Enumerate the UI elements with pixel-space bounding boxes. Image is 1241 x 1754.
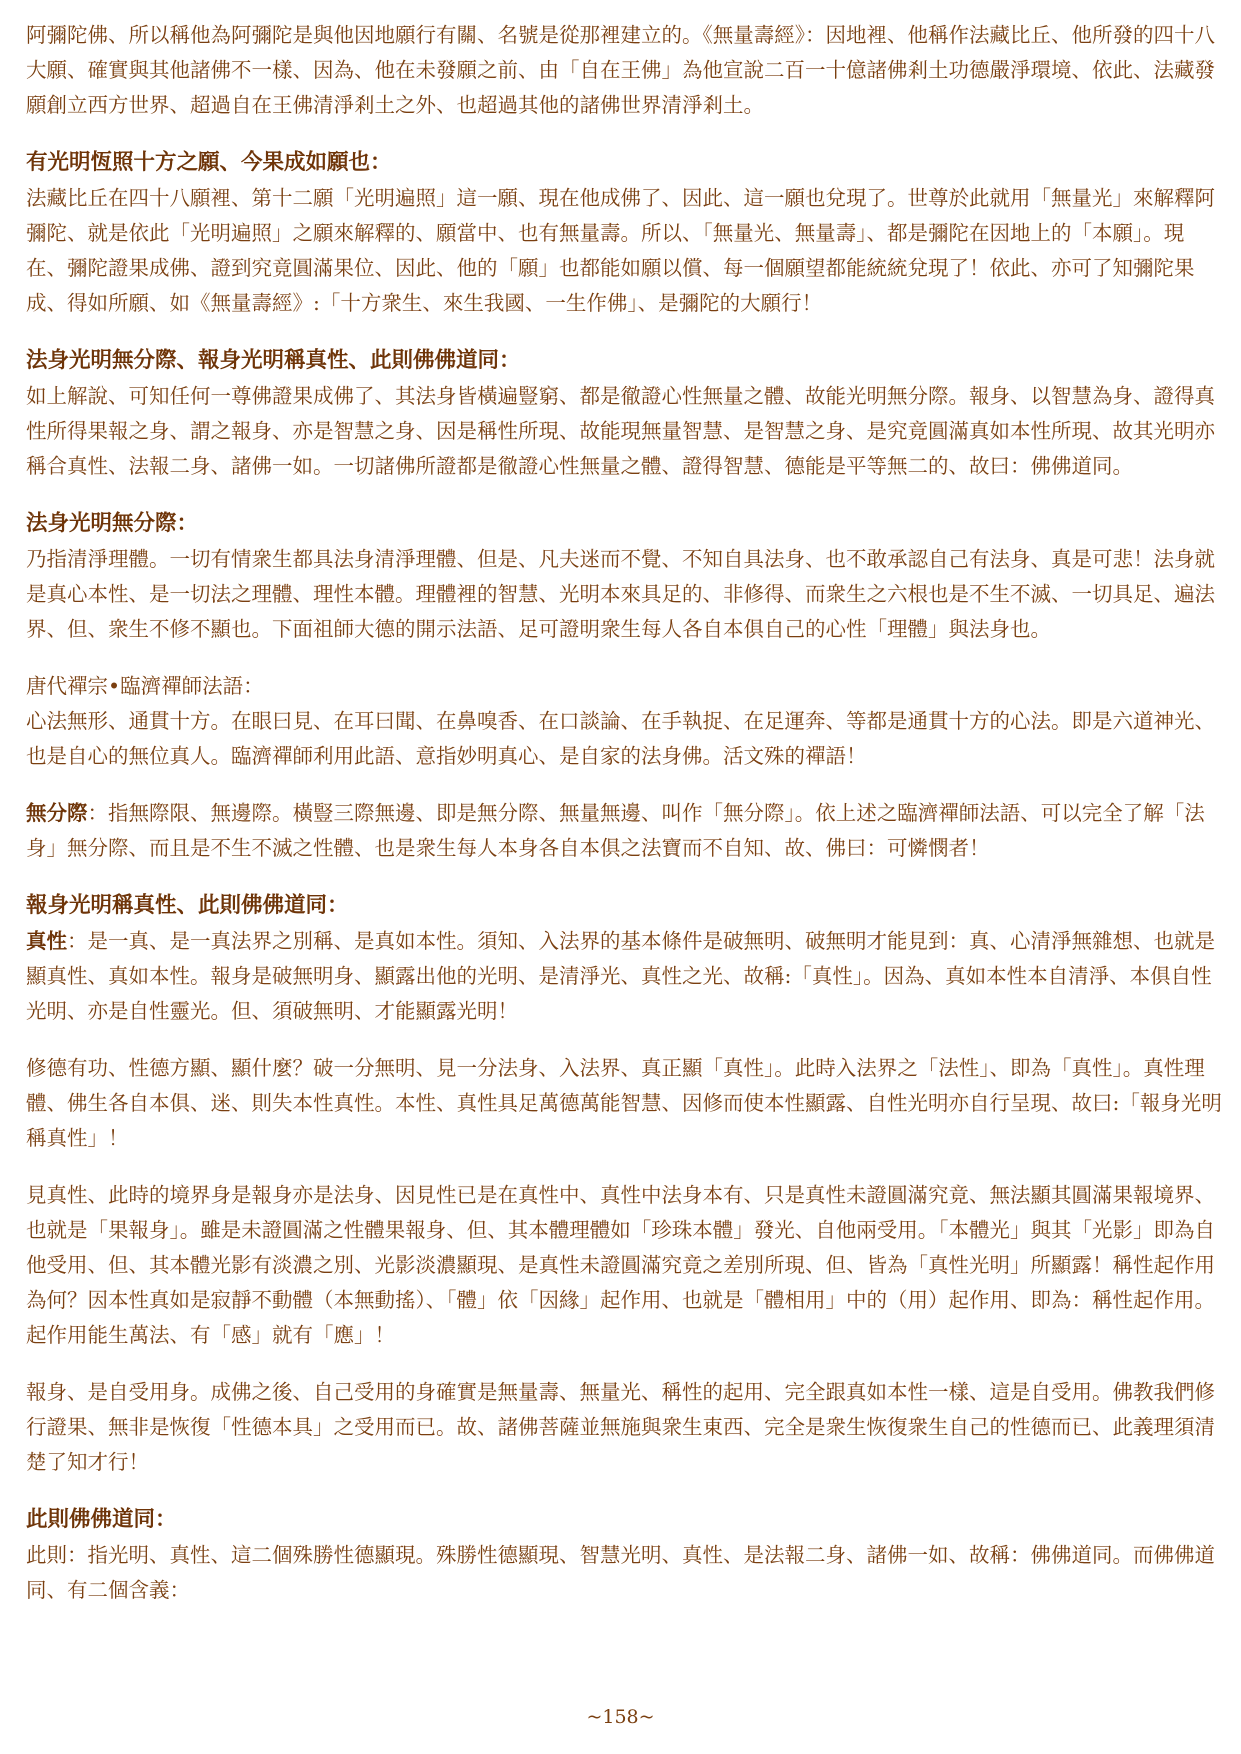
no-boundary-text: ：指無際限、無邊際。橫豎三際無邊、即是無分際、無量無邊、叫作「無分際」。依上述之臨濟禪師法語、可以完全了解「法身」無分際、而且是不生不滅之性體、也是衆生每人本身各自本俱之法寶而不自知、故、佛曰：可憐憫者！ [26, 801, 1205, 860]
no-boundary-definition [26, 796, 1222, 866]
self-enjoyment-paragraph: 報身、是自受用身。成佛之後、自己受用的身確實是無量壽、無量光、稱性的起用、完全跟真如本性一樣、這是自受用。佛教我們修行證果、無非是恢復「性德本具」之受用而已。故、諸佛菩薩並無施與衆生東西、完全是衆生恢復衆生自己的性德而已、此義理須清楚了知才行！ [26, 1380, 1215, 1474]
quote-body: 心法無形、通貫十方。在眼曰見、在耳曰聞、在鼻嗅香、在口談論、在手執捉、在足運奔、等都是通貫十方的心法。即是六道神光、也是自心的無位真人。臨濟禪師利用此語、意指妙明真心、是自家的法身佛。活文殊的禪語！ [26, 709, 1215, 768]
section-heading-same-path: 此則佛佛道同： [26, 1507, 177, 1532]
true-nature-definition [26, 924, 1222, 1029]
page-body [26, 18, 1222, 1608]
intro-paragraph: 阿彌陀佛、所以稱他為阿彌陀是與他因地願行有關、名號是從那裡建立的。《無量壽經》：因地裡、他稱作法藏比丘、他所發的四十八大願、確實與其他諸佛不一樣、因為、他在未發願之前、由「自在王佛」為他宣說二百一十億諸佛剎土功德嚴淨環境、依此、法藏發願創立西方世界、超過自在王佛清淨剎土之外、也超過其他的諸佛世界清淨剎土。 [26, 23, 1215, 117]
cultivation-paragraph: 修德有功、性德方顯、顯什麼？破一分無明、見一分法身、入法界、真正顯「真性」。此時入法界之「法性」、即為「真性」。真性理體、佛生各自本俱、迷、則失本性真性。本性、真性具足萬德萬能智慧、因修而使本性顯露、自性光明亦自行呈現、故曰:「報身光明稱真性」！ [26, 1056, 1222, 1150]
section-heading-dharma-reward: 法身光明無分際、報身光明稱真性、此則佛佛道同： [26, 348, 521, 373]
section-heading-sambhogakaya: 報身光明稱真性、此則佛佛道同： [26, 893, 349, 918]
term-no-boundary: 無分際 [26, 801, 88, 825]
section-heading-dharmakaya: 法身光明無分際： [26, 511, 199, 536]
page-number: ~158~ [586, 1706, 655, 1728]
dharmakaya-paragraph: 乃指清淨理體。一切有情衆生都具法身清淨理體、但是、凡夫迷而不覺、不知自具法身、也不敢承認自己有法身、真是可悲！法身就是真心本性、是一切法之理體、理性本體。理體裡的智慧、光明本來具足的、非修得、而衆生之六根也是不生不滅、一切具足、遍法界、但、衆生不修不顯也。下面祖師大德的開示法語、足可證明衆生每人各自本俱自己的心性「理體」與法身也。 [26, 547, 1215, 641]
term-true-nature: 真性 [26, 929, 67, 953]
dharma-reward-paragraph: 如上解說、可知任何一尊佛證果成佛了、其法身皆橫遍豎窮、都是徹證心性無量之體、故能光明無分際。報身、以智慧為身、證得真性所得果報之身、謂之報身、亦是智慧之身、因是稱性所現、故能現無量智慧、是智慧之身、是究竟圓滿真如本性所現、故其光明亦稱合真性、法報二身、諸佛一如。一切諸佛所證都是徹證心性無量之體、證得智慧、德能是平等無二的、故曰：佛佛道同。 [26, 384, 1215, 478]
true-nature-text: ：是一真、是一真法界之別稱、是真如本性。須知、入法界的基本條件是破無明、破無明才能見到：真、心清淨無雜想、也就是顯真性、真如本性。報身是破無明身、顯露出他的光明、是清淨光、真性之光、故稱:「真性」。因為、真如本性本自清淨、本俱自性光明、亦是自性靈光。但、須破無明、才能顯露光明！ [26, 929, 1215, 1023]
vow-paragraph: 法藏比丘在四十八願裡、第十二願「光明遍照」這一願、現在他成佛了、因此、這一願也兌現了。世尊於此就用「無量光」來解釋阿彌陀、就是依此「光明遍照」之願來解釋的、願當中、也有無量壽。所以、「無量光、無量壽」、都是彌陀在因地上的「本願」。現在、彌陀證果成佛、證到究竟圓滿果位、因此、他的「願」也都能如願以償、每一個願望都能統統兌現了！依此、亦可了知彌陀果成、得如所願、如《無量壽經》:「十方衆生、來生我國、一生作佛」、是彌陀的大願行！ [26, 186, 1215, 315]
same-path-paragraph: 此則：指光明、真性、這二個殊勝性德顯現。殊勝性德顯現、智慧光明、真性、是法報二身、諸佛一如、故稱：佛佛道同。而佛佛道同、有二個含義： [26, 1543, 1215, 1602]
section-heading-vow: 有光明恆照十方之願、今果成如願也： [26, 150, 392, 175]
quote-title: 唐代禪宗•臨濟禪師法語： [26, 674, 264, 698]
seeing-nature-paragraph: 見真性、此時的境界身是報身亦是法身、因見性已是在真性中、真性中法身本有、只是真性未證圓滿究竟、無法顯其圓滿果報境界、也就是「果報身」。雖是未證圓滿之性體果報身、但、其本體理體如「珍珠本體」發光、自他兩受用。「本體光」與其「光影」即為自他受用、但、其本體光影有淡濃之別、光影淡濃顯現、是真性未證圓滿究竟之差別所現、但、皆為「真性光明」所顯露！稱性起作用為何？因本性真如是寂靜不動體（本無動搖）、「體」依「因緣」起作用、也就是「體相用」中的（用）起作用、即為：稱性起作用。起作用能生萬法、有「感」就有「應」！ [26, 1183, 1215, 1347]
